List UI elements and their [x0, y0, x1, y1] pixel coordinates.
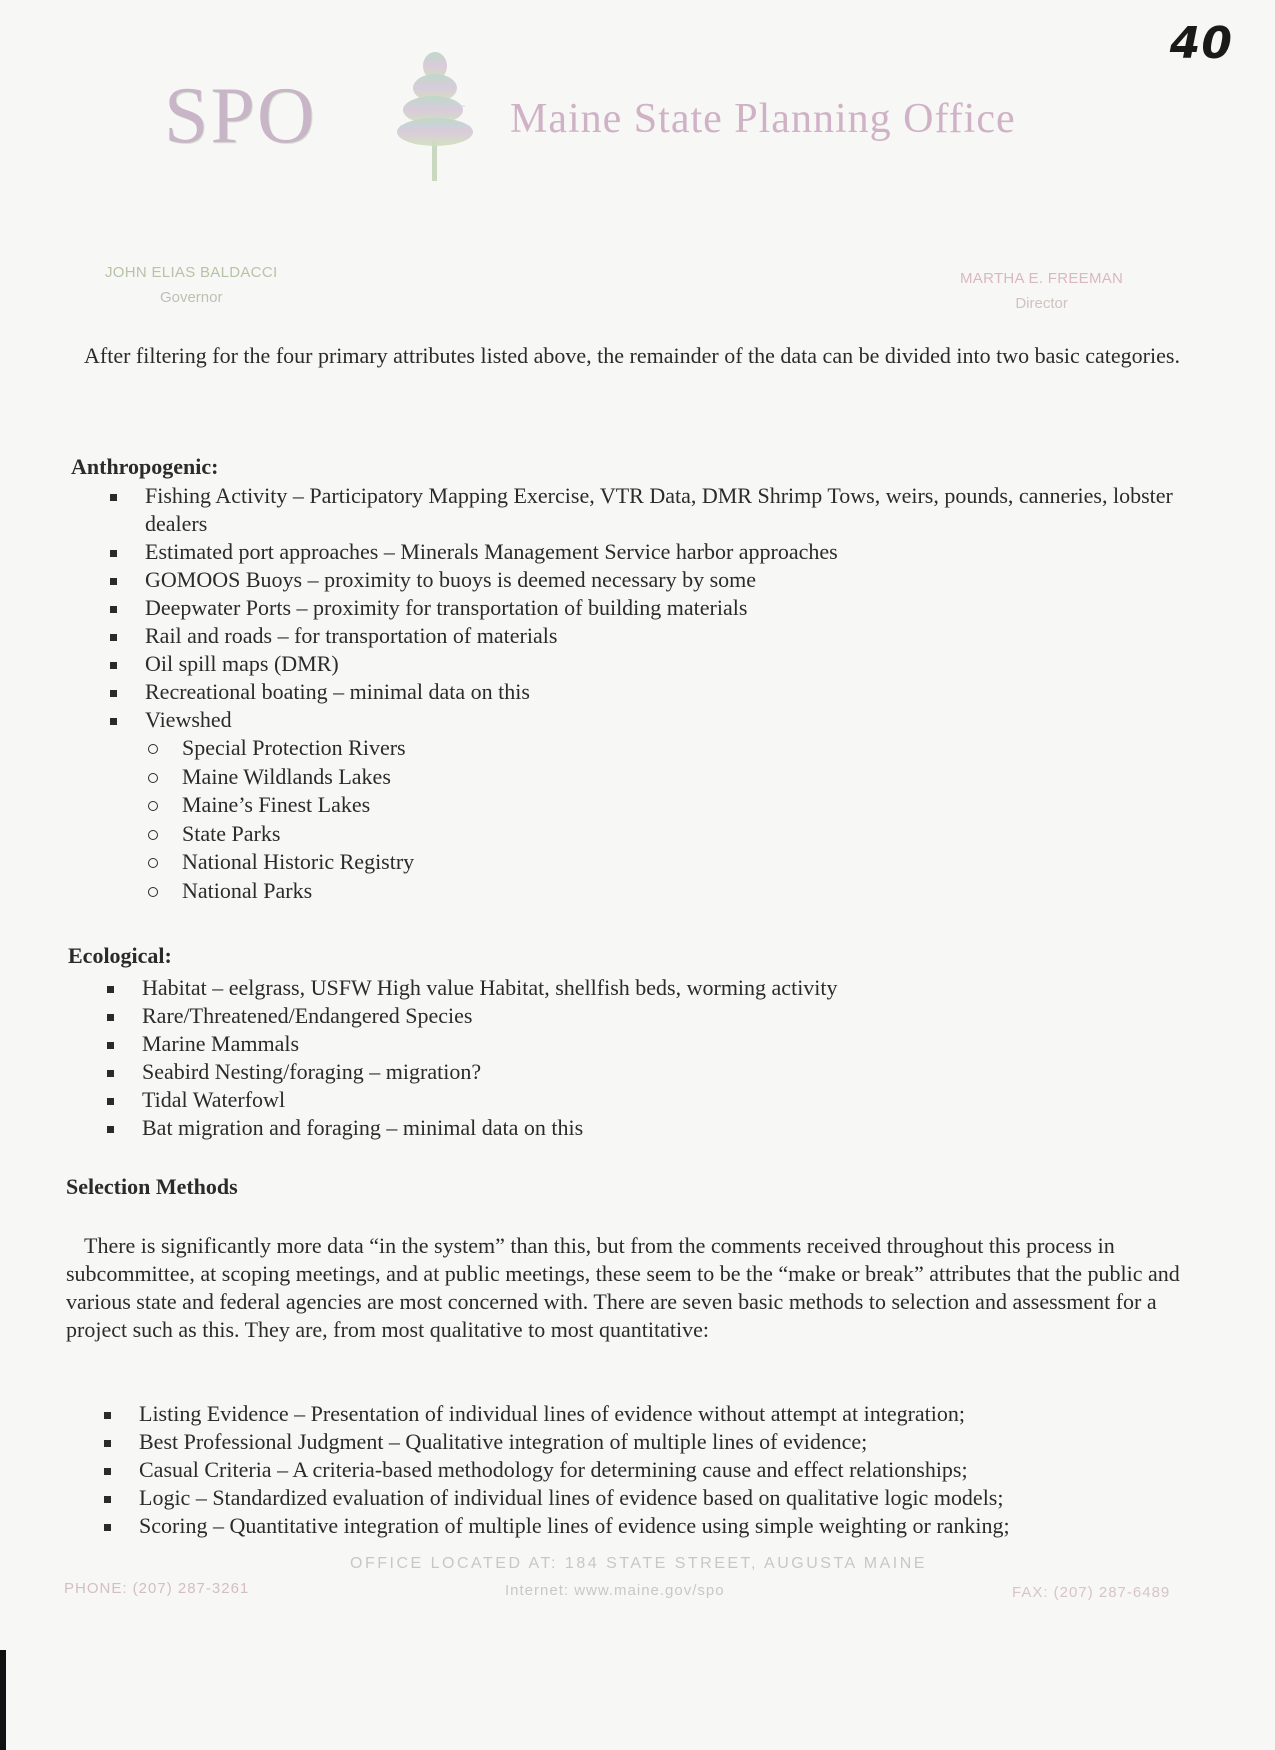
- list-item-viewshed: [108, 706, 1178, 905]
- letterhead: [160, 40, 1110, 180]
- governor-name: JOHN ELIAS BALDACCI: [105, 264, 278, 281]
- list-item: Habitat – eelgrass, USFW High value Habitat, shellfish beds, worming activity: [105, 974, 1175, 1002]
- footer-fax: FAX: (207) 287-6489: [1012, 1584, 1171, 1601]
- spo-logo: SPO: [164, 72, 317, 160]
- list-item: Listing Evidence – Presentation of individual lines of evidence without attempt at integration;: [102, 1400, 1202, 1428]
- selection-paragraph: There is significantly more data “in the system” than this, but from the comments received throughout this process in subcommittee, at scoping meetings, and at public meetings, these seem to be the “make or break” attributes that the public and various state and federal agencies are most concerned with. There are seven basic methods to selection and assessment for a project such as this. They are, from most qualitative to most quantitative:: [66, 1233, 1180, 1342]
- sub-list-item: Special Protection Rivers: [145, 734, 1178, 763]
- list-item: Seabird Nesting/foraging – migration?: [105, 1058, 1175, 1086]
- list-item: Casual Criteria – A criteria-based methodology for determining cause and effect relationships;: [102, 1456, 1202, 1484]
- footer-address: OFFICE LOCATED AT: 184 STATE STREET, AUGUSTA MAINE: [350, 1555, 927, 1572]
- anthropogenic-heading: Anthropogenic:: [71, 454, 219, 479]
- sub-list-item: National Parks: [145, 877, 1178, 906]
- governor-block: [105, 264, 277, 306]
- list-item: Rail and roads – for transportation of materials: [108, 622, 1178, 650]
- director-title: Director: [1015, 295, 1068, 312]
- list-item: Tidal Waterfowl: [105, 1086, 1175, 1114]
- scan-edge-mark: [0, 1650, 6, 1750]
- footer-phone: PHONE: (207) 287-3261: [64, 1580, 250, 1597]
- sub-list-item: State Parks: [145, 820, 1178, 849]
- sub-list-item: Maine Wildlands Lakes: [145, 763, 1178, 792]
- list-item: Logic – Standardized evaluation of individual lines of evidence based on qualitative logic models;: [102, 1484, 1202, 1512]
- viewshed-label: Viewshed: [145, 707, 232, 732]
- sub-list-item: National Historic Registry: [145, 848, 1178, 877]
- list-item: Best Professional Judgment – Qualitative integration of multiple lines of evidence;: [102, 1428, 1202, 1456]
- anthropogenic-list: [108, 482, 1178, 905]
- intro-paragraph: After filtering for the four primary attributes listed above, the remainder of the data can be divided into two basic categories.: [84, 343, 1180, 368]
- list-item: Fishing Activity – Participatory Mapping Exercise, VTR Data, DMR Shrimp Tows, weirs, pounds, canneries, lobster dealers: [108, 482, 1178, 538]
- list-item: Estimated port approaches – Minerals Management Service harbor approaches: [108, 538, 1178, 566]
- footer-internet: Internet: www.maine.gov/spo: [505, 1582, 725, 1599]
- list-item: Scoring – Quantitative integration of multiple lines of evidence using simple weighting or ranking;: [102, 1512, 1202, 1540]
- list-item: Bat migration and foraging – minimal data on this: [105, 1114, 1175, 1142]
- selection-methods-heading: Selection Methods: [66, 1174, 238, 1199]
- viewshed-sublist: [145, 734, 1178, 905]
- director-block: [960, 270, 1123, 312]
- tree-icon: [375, 46, 495, 186]
- list-item: GOMOOS Buoys – proximity to buoys is deemed necessary by some: [108, 566, 1178, 594]
- governor-title: Governor: [159, 289, 223, 306]
- list-item: Rare/Threatened/Endangered Species: [105, 1002, 1175, 1030]
- director-name: MARTHA E. FREEMAN: [960, 270, 1124, 287]
- list-item: Deepwater Ports – proximity for transportation of building materials: [108, 594, 1178, 622]
- ecological-heading: Ecological:: [68, 943, 172, 968]
- page-number: 40: [1169, 18, 1233, 69]
- list-item: Marine Mammals: [105, 1030, 1175, 1058]
- office-name: Maine State Planning Office: [510, 96, 1016, 142]
- sub-list-item: Maine’s Finest Lakes: [145, 791, 1178, 820]
- ecological-list: [105, 974, 1175, 1142]
- list-item: Oil spill maps (DMR): [108, 650, 1178, 678]
- list-item: Recreational boating – minimal data on this: [108, 678, 1178, 706]
- methods-list: [102, 1400, 1202, 1540]
